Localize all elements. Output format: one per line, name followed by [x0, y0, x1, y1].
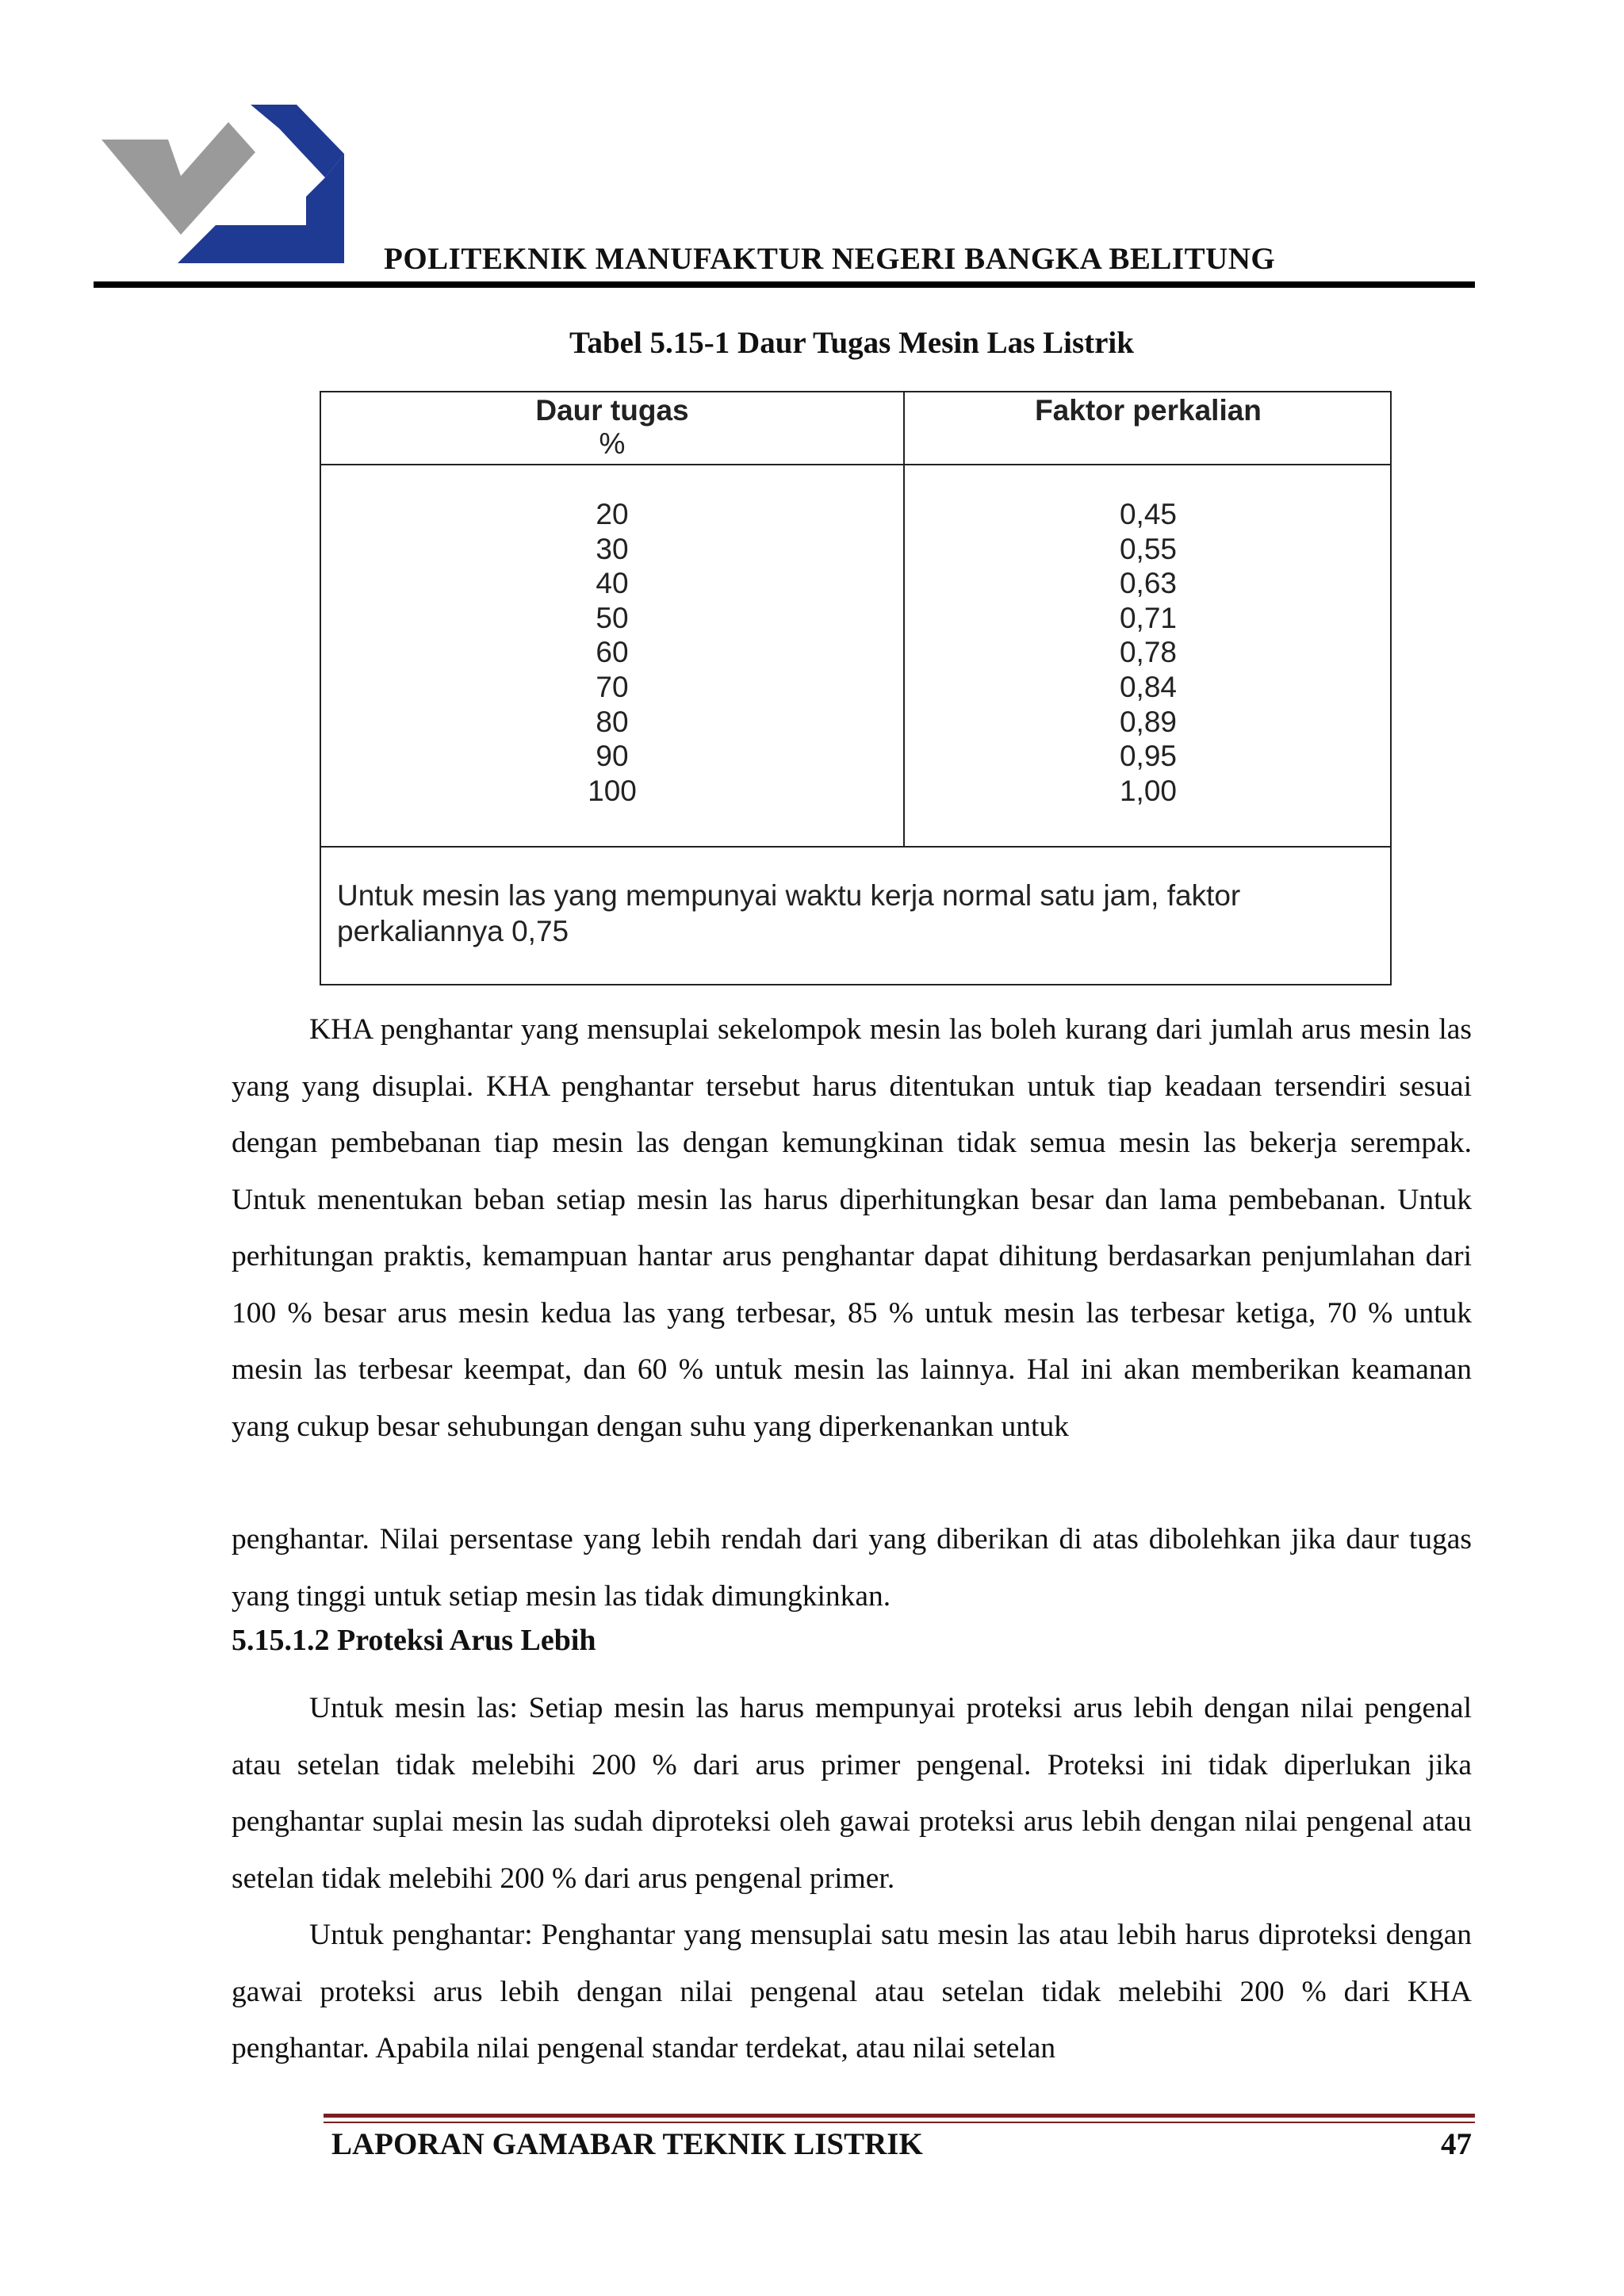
duty-cycle-values	[321, 497, 903, 808]
factor-value: 0,78	[1119, 636, 1177, 669]
duty-value: 70	[596, 670, 629, 703]
header-duty-cycle-title: Daur tugas	[535, 394, 689, 427]
factor-value: 0,84	[1119, 670, 1177, 703]
duty-value: 30	[596, 532, 629, 565]
header-duty-cycle	[321, 394, 903, 461]
duty-value: 20	[596, 498, 629, 530]
footer-title: LAPORAN GAMABAR TEKNIK LISTRIK	[331, 2127, 923, 2161]
header-multiplier: Faktor perkalian	[1035, 394, 1262, 427]
page-number: 47	[1441, 2127, 1472, 2161]
paragraph-welding-machine: Untuk mesin las: Setiap mesin las harus mempunyai proteksi arus lebih dengan nilai pengenal atau setelan tidak melebihi 200 % dari arus primer pengenal. Proteksi ini tidak diperlukan jika penghantar suplai mesin las sudah diproteksi oleh gawai proteksi arus lebih dengan nilai pengenal atau setelan tidak melebihi 200 % dari arus pengenal primer.	[232, 1692, 1472, 1895]
multiplier-values	[905, 497, 1392, 808]
section-heading: 5.15.1.2 Proteksi Arus Lebih	[232, 1624, 596, 1657]
table-note-divider	[321, 846, 1390, 848]
factor-value: 0,63	[1119, 567, 1177, 600]
factor-value: 0,71	[1119, 601, 1177, 634]
duty-value: 50	[596, 601, 629, 634]
footer-divider-thin	[324, 2122, 1475, 2123]
paragraph-conductor: Untuk penghantar: Penghantar yang mensuplai satu mesin las atau lebih harus diproteksi dengan gawai proteksi arus lebih dengan nilai pengenal atau setelan tidak melebihi 200 % dari KHA penghantar. Apabila nilai pengenal standar terdekat, atau nilai setelan	[232, 1919, 1472, 2064]
duty-value: 100	[588, 774, 637, 807]
paragraph-kha: KHA penghantar yang mensuplai sekelompok mesin las boleh kurang dari jumlah arus mesin las yang yang disuplai. KHA penghantar tersebut harus ditentukan untuk tiap keadaan tersendiri sesuai dengan pembebanan tiap mesin las dengan kemungkinan tidak semua mesin las bekerja serempak. Untuk menentukan beban setiap mesin las harus diperhitungkan besar dan lama pembebanan. Untuk perhitungan praktis, kemampuan hantar arus penghantar dapat dihitung berdasarkan penjumlahan dari 100 % besar arus mesin kedua las yang terbesar, 85 % untuk mesin las terbesar ketiga, 70 % untuk mesin las terbesar keempat, dan 60 % untuk mesin las lainnya. Hal ini akan memberikan keamanan yang cukup besar sehubungan dengan suhu yang diperkenankan untuk	[232, 1013, 1472, 1443]
footer-divider-thick	[324, 2114, 1475, 2118]
factor-value: 0,95	[1119, 740, 1177, 773]
table-note: Untuk mesin las yang mempunyai waktu kerja normal satu jam, faktor perkaliannya 0,75	[337, 879, 1241, 947]
institution-name: POLITEKNIK MANUFAKTUR NEGERI BANGKA BELITUNG	[384, 242, 1276, 276]
duty-cycle-table	[320, 391, 1392, 985]
duty-value: 90	[596, 740, 629, 773]
header-duty-cycle-unit: %	[599, 427, 626, 460]
duty-value: 80	[596, 705, 629, 738]
header-divider	[94, 281, 1475, 288]
duty-value: 60	[596, 636, 629, 669]
table-header-divider	[321, 464, 1390, 465]
logo-blue-top-shape	[251, 105, 344, 178]
paragraph-percentage: penghantar. Nilai persentase yang lebih rendah dari yang diberikan di atas dibolehkan jika daur tugas yang tinggi untuk setiap mesin las tidak dimungkinkan.	[232, 1523, 1472, 1613]
factor-value: 0,45	[1119, 498, 1177, 530]
logo-gray-shape	[102, 122, 255, 235]
institution-logo	[95, 94, 349, 276]
factor-value: 0,89	[1119, 705, 1177, 738]
table-caption: Tabel 5.15-1 Daur Tugas Mesin Las Listrik	[569, 326, 1134, 360]
duty-value: 40	[596, 567, 629, 600]
factor-value: 1,00	[1119, 774, 1177, 807]
factor-value: 0,55	[1119, 532, 1177, 565]
